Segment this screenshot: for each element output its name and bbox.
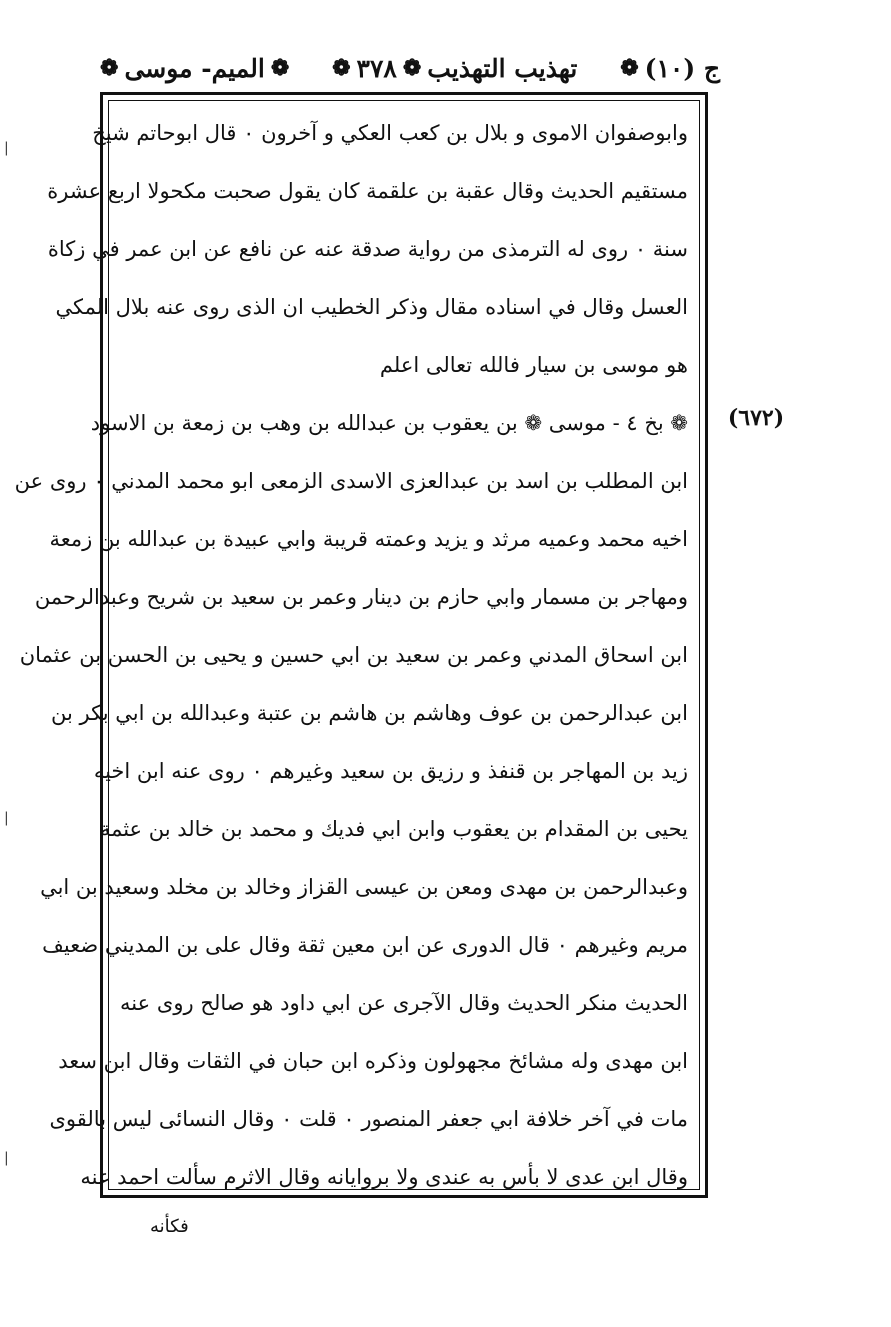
body-text bbox=[14, 104, 688, 1206]
text-line: هو موسى بن سيار فالله تعالى اعلم bbox=[379, 353, 688, 377]
margin-mark: | bbox=[4, 140, 9, 156]
header-volume-part bbox=[620, 54, 720, 83]
ornament-icon: ❁ bbox=[100, 55, 119, 81]
text-line: ابن مهدى وله مشائخ مجهولون وذكره ابن حبان في الثقات وقال ابن سعد bbox=[58, 1049, 688, 1073]
text-line: وابوصفوان الاموى و بلال بن كعب العكي و آخرون ٠ قال ابوحاتم شيخ bbox=[92, 121, 688, 145]
entry-heading-line: ❁ بخ ٤ - موسى ❁ بن يعقوب بن عبدالله بن وهب بن زمعة بن الاسود bbox=[90, 411, 688, 435]
text-line: وقال ابن عدى لا بأس به عندى ولا بروايانه وقال الاثرم سألت احمد عنه bbox=[80, 1165, 688, 1189]
ornament-icon: ❁ bbox=[402, 55, 422, 81]
section-label: الميم- موسى bbox=[124, 53, 265, 83]
text-line: العسل وقال في اسناده مقال وذكر الخطيب ان الذى روى عنه بلال المكي bbox=[55, 295, 688, 319]
text-line: مستقيم الحديث وقال عقبة بن علقمة كان يقول صحبت مكحولا اربع عشرة bbox=[47, 179, 688, 203]
page-number: ٣٧٨ bbox=[356, 53, 397, 83]
entry-number: (٦٧٢) bbox=[727, 405, 785, 431]
text-line: الحديث منكر الحديث وقال الآجرى عن ابي داود هو صالح روى عنه bbox=[120, 991, 688, 1015]
text-line: ومهاجر بن مسمار وابي حازم بن دينار وعمر بن سعيد بن شريح وعبدالرحمن bbox=[34, 585, 688, 609]
text-line: ابن المطلب بن اسد بن عبدالعزى الاسدى الزمعى ابو محمد المدني ٠ روى عن bbox=[14, 469, 688, 493]
text-line: ابن اسحاق المدني وعمر بن سعيد بن ابي حسين و يحيى بن الحسن بن عثمان bbox=[19, 643, 688, 667]
text-line: زيد بن المهاجر بن قنفذ و رزيق بن سعيد وغيرهم ٠ روى عنه ابن اخيه bbox=[93, 759, 688, 783]
header-section-part bbox=[100, 54, 289, 83]
ornament-icon: ❁ bbox=[332, 55, 351, 81]
text-line: مات في آخر خلافة ابي جعفر المنصور ٠ قلت ٠ وقال النسائى ليس بالقوى bbox=[49, 1107, 688, 1131]
margin-mark: | bbox=[4, 810, 9, 826]
text-line: مريم وغيرهم ٠ قال الدورى عن ابن معين ثقة وقال على بن المديني ضعيف bbox=[42, 933, 688, 957]
ornament-icon: ❁ bbox=[270, 55, 290, 81]
running-header bbox=[100, 44, 720, 92]
header-title-part bbox=[332, 54, 577, 83]
text-line: وعبدالرحمن بن مهدى ومعن بن عيسى القزاز وخالد بن مخلد وسعيد بن ابي bbox=[40, 875, 688, 899]
text-line: يحيى بن المقدام بن يعقوب وابن ابي فديك و محمد بن خالد بن عثمة bbox=[99, 817, 688, 841]
text-line: ابن عبدالرحمن بن عوف وهاشم بن هاشم بن عتبة وعبدالله بن ابي بكر بن bbox=[51, 701, 688, 725]
text-line: اخيه محمد وعميه مرثد و يزيد وعمته قريبة وابي عبيدة بن عبدالله بن زمعة bbox=[49, 527, 688, 551]
ornament-icon: ❁ bbox=[620, 55, 639, 81]
catchword: فكأنه bbox=[150, 1216, 189, 1237]
volume-label: ج (١٠) bbox=[644, 53, 720, 83]
book-title: تهذيب التهذيب bbox=[427, 53, 578, 83]
margin-mark: | bbox=[4, 1150, 9, 1166]
text-line: سنة ٠ روى له الترمذى من رواية صدقة عنه عن نافع عن ابن عمر في زكاة bbox=[47, 237, 688, 261]
